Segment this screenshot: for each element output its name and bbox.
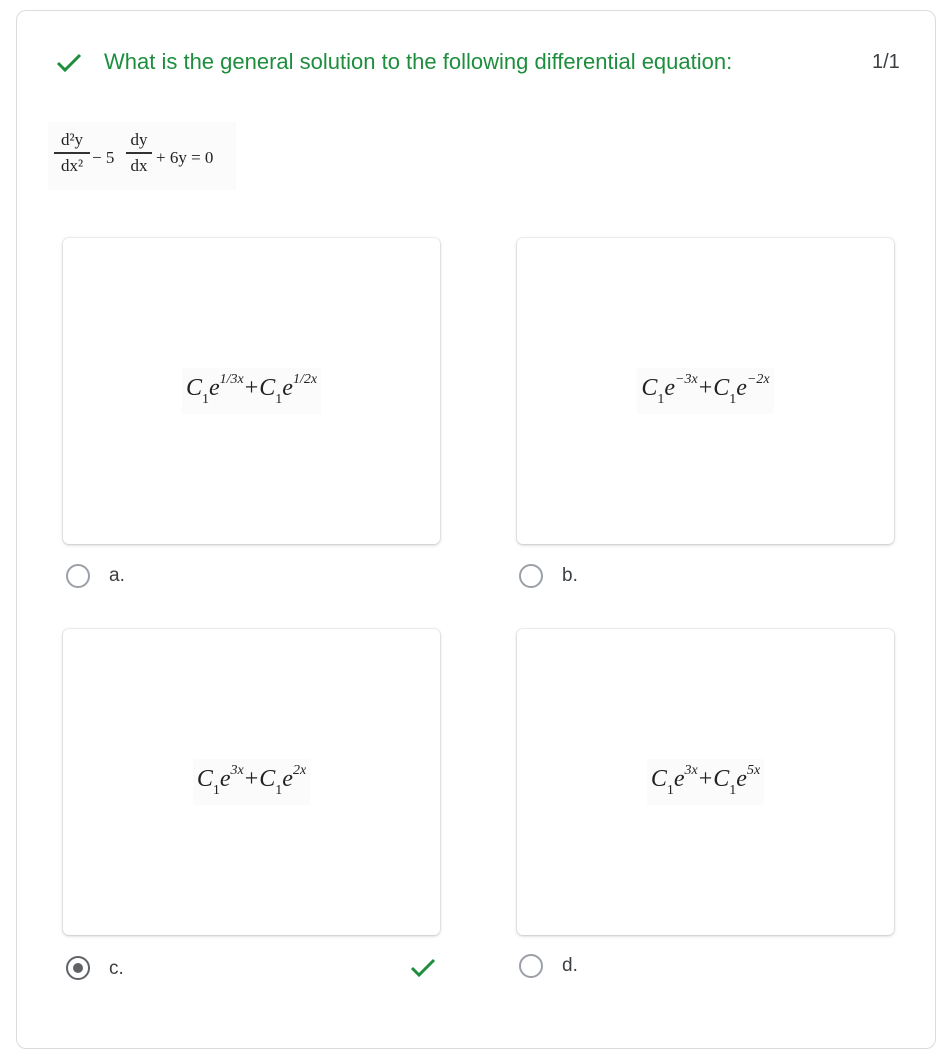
fraction-d2y-dx2 xyxy=(54,130,90,176)
formula-base: e xyxy=(673,766,685,792)
formula-plus: + xyxy=(698,766,713,792)
formula-exponent: 1/2x xyxy=(292,372,318,387)
option-a-formula xyxy=(63,368,440,414)
formula-plus: + xyxy=(698,375,713,401)
option-b-label[interactable]: b. xyxy=(562,565,578,586)
correct-check-icon xyxy=(55,51,83,75)
formula-constant: C xyxy=(185,375,202,401)
fraction-bar xyxy=(126,152,152,154)
formula-exponent: 2x xyxy=(292,763,307,778)
formula-subscript: 1 xyxy=(275,392,283,407)
formula-exponent: −3x xyxy=(675,372,698,387)
formula-constant: C xyxy=(259,375,276,401)
formula-constant: C xyxy=(713,766,730,792)
fraction-bar xyxy=(54,152,90,154)
question-score: 1/1 xyxy=(872,51,900,73)
equation-coefficient: − 5 xyxy=(92,148,115,167)
formula-constant: C xyxy=(641,375,658,401)
option-d-radio[interactable] xyxy=(519,954,543,978)
formula-exponent: 3x xyxy=(684,763,698,778)
option-b-radio[interactable] xyxy=(519,564,543,588)
formula-constant: C xyxy=(650,766,667,792)
formula-exponent: 1/3x xyxy=(219,372,244,387)
option-c-card[interactable] xyxy=(63,629,440,935)
option-a-label[interactable]: a. xyxy=(109,565,125,586)
option-d-card[interactable] xyxy=(517,629,894,935)
question-title: What is the general solution to the following differential equation: xyxy=(104,49,733,74)
formula-subscript: 1 xyxy=(212,783,220,798)
formula-base: e xyxy=(219,766,231,792)
option-c-radio-selected[interactable] xyxy=(66,956,90,980)
formula-base: e xyxy=(664,375,676,401)
formula-exponent: 3x xyxy=(230,763,244,778)
fraction-numerator: d²y xyxy=(60,130,84,149)
option-a-radio[interactable] xyxy=(66,564,90,588)
formula-base: e xyxy=(736,766,747,792)
fraction-denominator: dx² xyxy=(60,155,84,175)
formula-exponent: 5x xyxy=(746,763,761,778)
formula-constant: C xyxy=(259,766,276,792)
formula-base: e xyxy=(736,375,747,401)
option-c-formula xyxy=(63,759,440,805)
option-b-formula xyxy=(517,368,894,414)
option-b-card[interactable] xyxy=(517,238,894,544)
formula-constant: C xyxy=(713,375,730,401)
formula-base: e xyxy=(282,375,293,401)
option-a-card[interactable] xyxy=(63,238,440,544)
formula-subscript: 1 xyxy=(729,392,737,407)
formula-constant: C xyxy=(196,766,213,792)
formula-exponent: −2x xyxy=(746,372,770,387)
formula-subscript: 1 xyxy=(666,783,674,798)
formula-subscript: 1 xyxy=(729,783,737,798)
formula-plus: + xyxy=(244,766,259,792)
formula-base: e xyxy=(208,375,220,401)
formula-subscript: 1 xyxy=(275,783,283,798)
formula-plus: + xyxy=(244,375,259,401)
formula-subscript: 1 xyxy=(657,392,665,407)
fraction-dy-dx xyxy=(126,130,152,176)
equation-image xyxy=(48,122,236,190)
option-d-formula xyxy=(517,759,894,805)
formula-subscript: 1 xyxy=(201,392,209,407)
option-c-correct-check-icon xyxy=(409,956,437,980)
option-c-label[interactable]: c. xyxy=(109,958,124,979)
equation-rest: + 6y = 0 xyxy=(156,148,214,167)
fraction-numerator: dy xyxy=(130,130,148,149)
fraction-denominator: dx xyxy=(130,155,148,175)
formula-base: e xyxy=(282,766,293,792)
option-d-label[interactable]: d. xyxy=(562,955,578,976)
